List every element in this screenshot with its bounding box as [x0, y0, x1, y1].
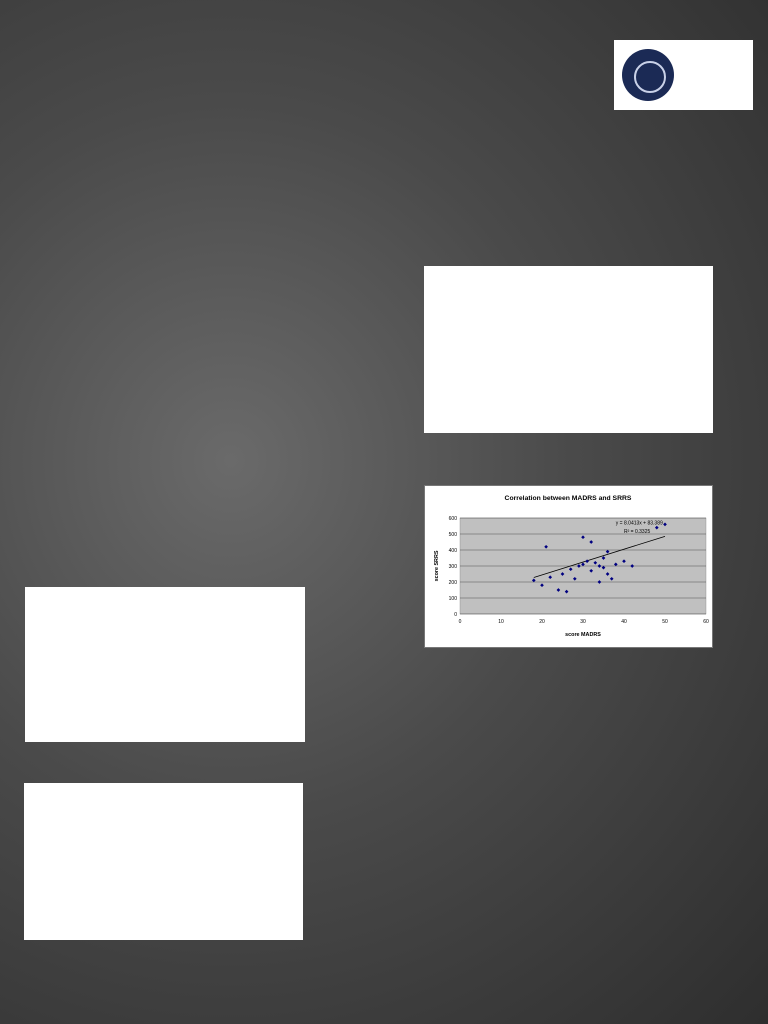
- x-axis-label: score MADRS: [565, 632, 601, 638]
- chart-fig3: [424, 266, 713, 433]
- y-tick-label: 200: [448, 580, 457, 586]
- chart-fig3-svg: [424, 266, 713, 433]
- chart-fig4: [424, 485, 713, 648]
- chart-fig4-svg: [424, 485, 713, 648]
- y-tick-label: 400: [448, 548, 457, 554]
- y-tick-label: 500: [448, 532, 457, 538]
- x-tick-label: 40: [621, 619, 627, 625]
- y-tick-label: 100: [448, 596, 457, 602]
- umf-logo: [614, 40, 753, 110]
- x-tick-label: 30: [580, 619, 586, 625]
- x-tick-label: 60: [703, 619, 709, 625]
- x-tick-label: 10: [498, 619, 504, 625]
- r-squared: R² = 0.3325: [624, 529, 651, 536]
- chart-title: Correlation between MADRS and SRRS: [504, 495, 632, 502]
- university-seal-icon: [622, 49, 674, 101]
- x-tick-label: 50: [662, 619, 668, 625]
- y-tick-label: 600: [448, 516, 457, 522]
- chart-fig1: [25, 587, 305, 742]
- trendline-equation: y = 8.0413x + 83.389: [615, 520, 663, 527]
- chart-fig2: [24, 783, 303, 940]
- y-axis-label: score SRRS: [434, 550, 440, 582]
- chart-fig2-svg: [24, 783, 303, 940]
- x-tick-label: 20: [539, 619, 545, 625]
- x-tick-label: 0: [458, 619, 462, 625]
- y-tick-label: 300: [448, 564, 457, 570]
- y-tick-label: 0: [454, 612, 457, 618]
- chart-fig1-svg: [25, 587, 305, 742]
